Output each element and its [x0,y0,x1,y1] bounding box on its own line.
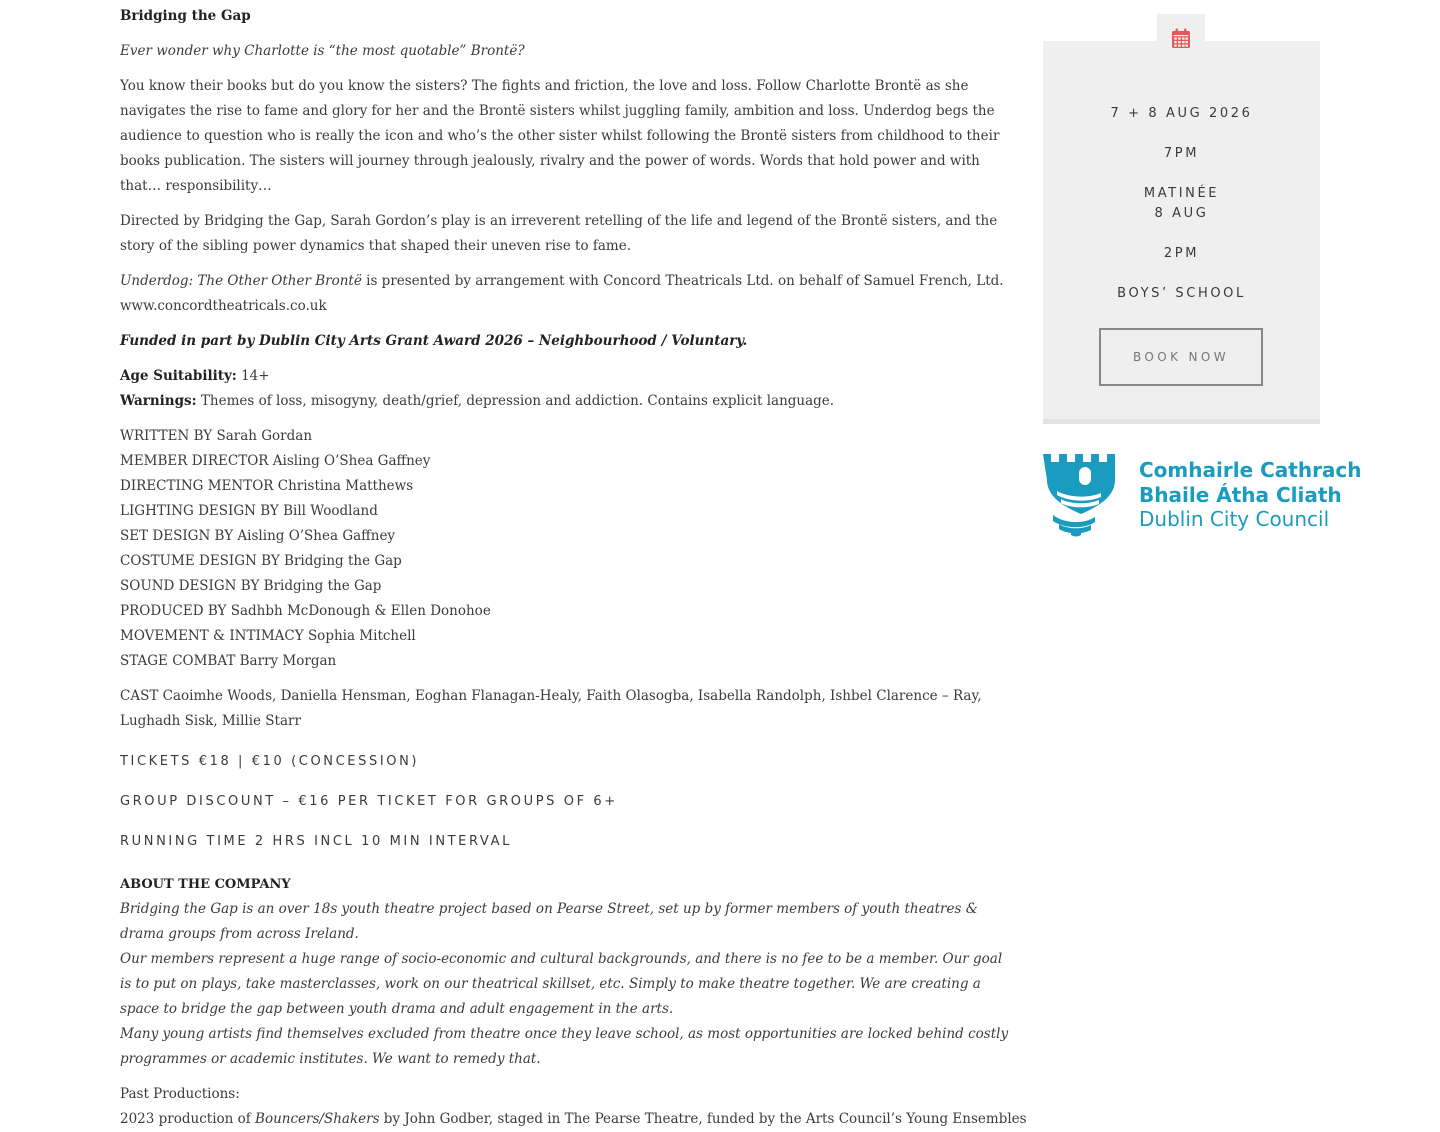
credit-item: LIGHTING DESIGN BY Bill Woodland [120,503,378,519]
credit-item: MOVEMENT & INTIMACY Sophia Mitchell [120,628,416,644]
credit-item: SET DESIGN BY Aisling O’Shea Gaffney [120,528,396,544]
credits-list [120,424,1010,674]
past-production-item [120,1107,1027,1132]
about-paragraph: Our members represent a huge range of socio-economic and cultural backgrounds, and there is no fee to be a member. Our goal is to put on plays, take masterclasses, work on our theatrical skillset, etc. Simply to make theatre together. We are creating a space to bridge the gap between youth drama and adult engagement in the arts. [120,951,1003,1017]
past-production-title: Bouncers/Shakers [255,1111,380,1127]
credit-item: PRODUCED BY Sadhbh McDonough & Ellen Donohoe [120,603,491,619]
matinee-label: MATINÉE [1143,186,1220,201]
credit-item: STAGE COMBAT Barry Morgan [120,653,337,669]
credit-item: MEMBER DIRECTOR Aisling O’Shea Gaffney [120,453,431,469]
presented-paragraph [120,269,1010,319]
tagline: Ever wonder why Charlotte is “the most quotable” Brontë? [120,43,525,59]
logo-line-1: Comhairle Cathrach [1139,458,1362,482]
credit-item: WRITTEN BY Sarah Gordan [120,428,313,444]
cast-list: CAST Caoimhe Woods, Daniella Hensman, Eoghan Flanagan-Healy, Faith Olasogba, Isabella Randolph, Ishbel Clarence – Ray, Lughadh Sisk, Millie Starr [120,688,982,729]
credit-item: SOUND DESIGN BY Bridging the Gap [120,578,382,594]
past-production-suffix: by John Godber, staged in The Pearse Theatre, funded by the Arts Council’s Young Ensembles [379,1111,1027,1127]
age-label: Age Suitability: [120,368,237,384]
warnings-value: Themes of loss, misogyny, death/grief, depression and addiction. Contains explicit language. [196,393,835,409]
about-paragraph: Many young artists find themselves excluded from theatre once they leave school, as most opportunities are locked behind costly programmes or academic institutes. We want to remedy that. [120,1026,1009,1067]
warnings-label: Warnings: [120,393,197,409]
group-discount: GROUP DISCOUNT – €16 PER TICKET FOR GROUPS OF 6+ [120,794,618,809]
logo-line-3: Dublin City Council [1139,507,1330,531]
event-details-box [1043,41,1320,424]
credit-item: DIRECTING MENTOR Christina Matthews [120,478,414,494]
about-heading: ABOUT THE COMPANY [120,877,291,892]
matinee-time: 2PM [1163,246,1200,261]
matinee-date: 8 AUG [1154,206,1209,221]
past-production-prefix: 2023 production of [120,1111,256,1127]
book-now-button[interactable]: BOOK NOW [1099,328,1263,386]
dublin-city-council-logo[interactable] [1043,453,1362,537]
about-paragraph: Bridging the Gap is an over 18s youth theatre project based on Pearse Street, set up by former members of youth theatres & drama groups from across Ireland. [120,901,978,942]
directed-paragraph: Directed by Bridging the Gap, Sarah Gordon’s play is an irreverent retelling of the life and legend of the Brontë sisters, and the story of the sibling power dynamics that shaped their uneven rise to fame. [120,213,998,254]
running-time: RUNNING TIME 2 HRS INCL 10 MIN INTERVAL [120,834,512,849]
presented-text: is presented by arrangement with Concord Theatricals Ltd. on behalf of Samuel French, Ltd. www.concordtheatricals.co.uk [120,273,1004,314]
calendar-icon [1157,14,1205,62]
event-venue: BOYS’ SCHOOL [1117,286,1246,301]
credit-item: COSTUME DESIGN BY Bridging the Gap [120,553,402,569]
description-paragraph: You know their books but do you know the sisters? The fights and friction, the love and loss. Follow Charlotte Brontë as she navigates the rise to fame and glory for her and the Brontë sisters whilst juggling family, ambition and loss. Underdog begs the audience to question who is really the icon and who’s the other sister whilst following the Brontë sisters from childhood to their books publication. The sisters will journey through jealously, rivalry and the power of words. Words that hold power and with that… responsibility… [120,78,1000,194]
section-title: Bridging the Gap [120,8,251,24]
event-time: 7PM [1163,146,1200,161]
funding-note: Funded in part by Dublin City Arts Grant Award 2026 – Neighbourhood / Voluntary. [120,333,748,349]
ticket-prices: TICKETS €18 | €10 (CONCESSION) [120,754,420,769]
past-productions-heading: Past Productions: [120,1086,240,1102]
warnings [120,389,1010,414]
event-description [120,0,1027,1132]
age-suitability [120,364,1010,389]
play-title: Underdog: The Other Other Brontë [120,273,362,289]
logo-line-2: Bhaile Átha Cliath [1139,483,1342,507]
age-value: 14+ [236,368,270,384]
event-date: 7 + 8 AUG 2026 [1110,106,1253,121]
